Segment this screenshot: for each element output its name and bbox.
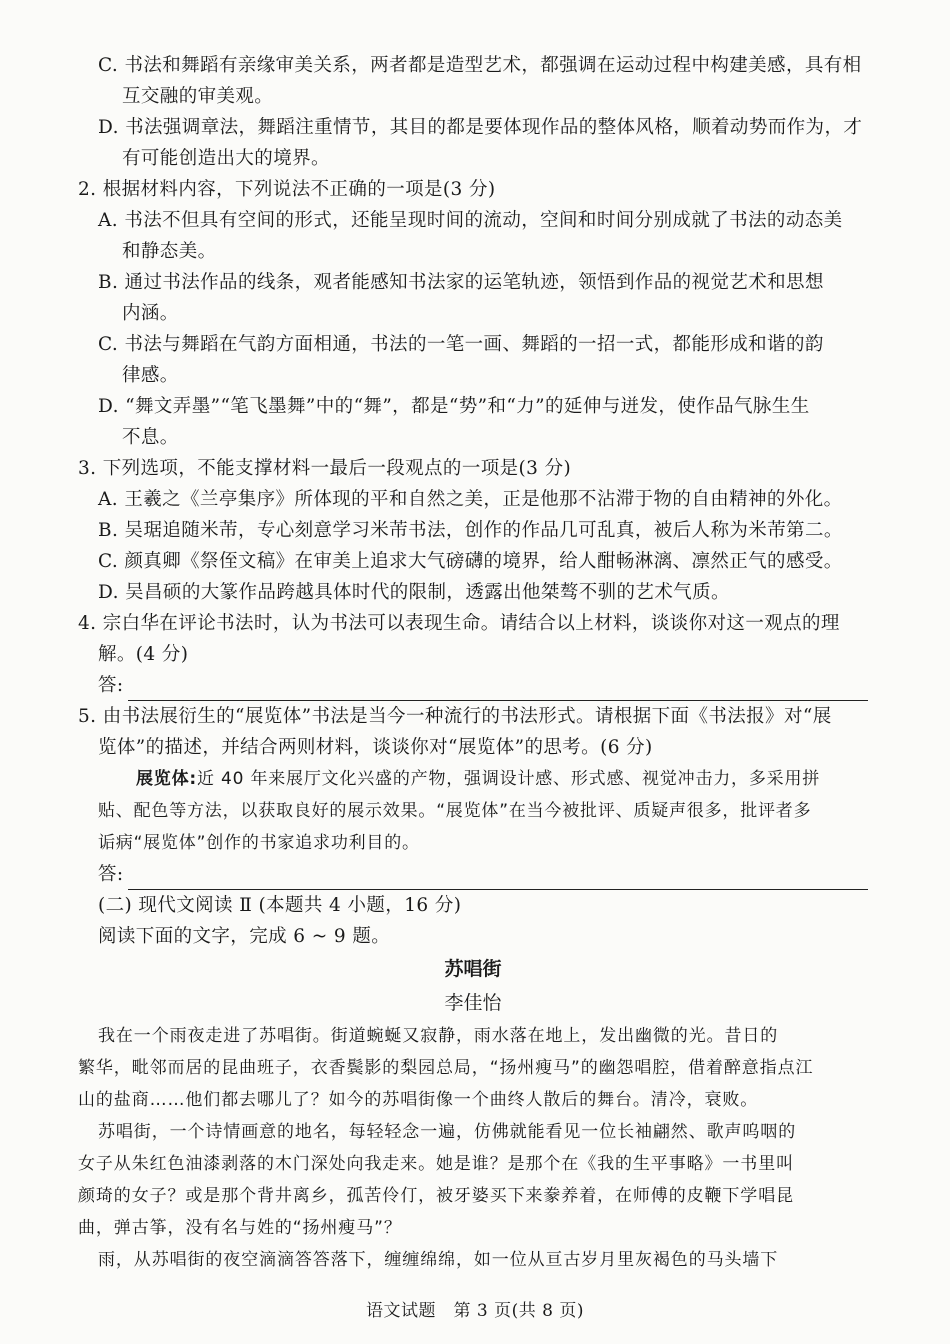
exam-page [78, 50, 868, 1276]
q5-quote-text-1: 近 40 年来展厅文化兴盛的产物，强调设计感、形式感、视觉冲击力，多采用拼 [197, 769, 821, 789]
q3-option-d: D. 吴昌硕的大篆作品跨越具体时代的限制，透露出他桀骜不驯的艺术气质。 [98, 582, 730, 603]
q1-option-d-cont: 有可能创造出大的境界。 [122, 148, 330, 169]
q1-option-c-cont: 互交融的审美观。 [122, 86, 274, 107]
passage-line: 我在一个雨夜走进了苏唱街。街道蜿蜒又寂静，雨水落在地上，发出幽微的光。昔日的 [98, 1026, 779, 1046]
passage-line: 苏唱街，一个诗情画意的地名，每轻轻念一遍，仿佛就能看见一位长袖翩然、歌声呜咽的 [98, 1122, 797, 1142]
q3-option-b: B. 吴琚追随米芾，专心刻意学习米芾书法，创作的作品几可乱真，被后人称为米芾第二。 [98, 520, 843, 541]
q4-stem: 4. 宗白华在评论书法时，认为书法可以表现生命。请结合以上材料，谈谈你对这一观点的理 [78, 613, 840, 634]
q2-option-b-cont: 内涵。 [122, 303, 179, 324]
q5-quote-line-2: 贴、配色等方法，以获取良好的展示效果。“展览体”在当今被批评、质疑声很多，批评者多 [98, 801, 812, 821]
passage-line: 雨，从苏唱街的夜空滴滴答答落下，缠缠绵绵，如一位从亘古岁月里灰褐色的马头墙下 [98, 1250, 779, 1270]
section-instruction: 阅读下面的文字，完成 6 ~ 9 题。 [98, 926, 391, 947]
q2-option-b: B. 通过书法作品的线条，观者能感知书法家的运笔轨迹，领悟到作品的视觉艺术和思想 [98, 272, 824, 293]
q2-option-c-cont: 律感。 [122, 365, 179, 386]
q5-quote-line-1 [78, 763, 868, 795]
passage-author: 李佳怡 [444, 992, 502, 1014]
q5-answer-line[interactable] [128, 867, 868, 890]
q4-answer-field[interactable] [78, 670, 868, 701]
passage-title: 苏唱街 [444, 958, 502, 980]
q1-option-d: D. 书法强调章法，舞蹈注重情节，其目的都是要体现作品的整体风格，顺着动势而作为，才 [98, 117, 863, 138]
q3-option-a: A. 王羲之《兰亭集序》所体现的平和自然之美，正是他那不沾滞于物的自由精神的外化。 [98, 489, 843, 510]
passage-line: 曲，弹古筝，没有名与姓的“扬州瘦马”？ [78, 1218, 402, 1238]
q4-answer-line[interactable] [128, 678, 868, 701]
q2-option-a-cont: 和静态美。 [122, 241, 217, 262]
q5-answer-label: 答: [98, 864, 124, 885]
q3-option-c: C. 颜真卿《祭侄文稿》在审美上追求大气磅礴的境界，给人酣畅淋漓、凛然正气的感受。 [98, 551, 843, 572]
q5-stem: 5. 由书法展衍生的“展览体”书法是当今一种流行的书法形式。请根据下面《书法报》对“展 [78, 706, 832, 727]
q3-stem: 3. 下列选项，不能支撑材料一最后一段观点的一项是(3 分) [78, 458, 572, 479]
q4-stem-cont: 解。(4 分) [98, 644, 189, 665]
q2-option-c: C. 书法与舞蹈在气韵方面相通，书法的一笔一画、舞蹈的一招一式，都能形成和谐的韵 [98, 334, 824, 355]
q2-stem: 2. 根据材料内容，下列说法不正确的一项是(3 分) [78, 179, 496, 200]
q4-answer-label: 答: [98, 675, 124, 696]
q1-option-c: C. 书法和舞蹈有亲缘审美关系，两者都是造型艺术，都强调在运动过程中构建美感，具有相 [98, 55, 862, 76]
q2-option-d-cont: 不息。 [122, 427, 179, 448]
q5-quote-keyword: 展览体: [136, 769, 197, 789]
q5-quote-line-3: 诟病“展览体”创作的书家追求功利目的。 [98, 833, 420, 853]
passage-line: 山的盐商……他们都去哪儿了？如今的苏唱街像一个曲终人散后的舞台。清冷，衰败。 [78, 1090, 759, 1110]
section-heading: (二) 现代文阅读 Ⅱ (本题共 4 小题，16 分) [98, 895, 462, 916]
q5-answer-field[interactable] [78, 859, 868, 890]
q2-option-d: D. “舞文弄墨”“笔飞墨舞”中的“舞”，都是“势”和“力”的延伸与迸发，使作品气脉生生 [98, 396, 810, 417]
passage-line: 女子从朱红色油漆剥落的木门深处向我走来。她是谁？是那个在《我的生平事略》一书里叫 [78, 1154, 794, 1174]
q5-stem-cont: 览体”的描述，并结合两则材料，谈谈你对“展览体”的思考。(6 分) [98, 737, 653, 758]
passage-line: 颜琦的女子？或是那个背井离乡，孤苦伶仃，被牙婆买下来豢养着，在师傅的皮鞭下学唱昆 [78, 1186, 794, 1206]
page-footer: 语文试题 第 3 页(共 8 页) [365, 1301, 584, 1321]
q2-option-a: A. 书法不但具有空间的形式，还能呈现时间的流动，空间和时间分别成就了书法的动态美 [98, 210, 843, 231]
passage-line: 繁华，毗邻而居的昆曲班子，衣香鬓影的梨园总局，“扬州瘦马”的幽怨唱腔，借着醉意指点江 [78, 1058, 814, 1078]
